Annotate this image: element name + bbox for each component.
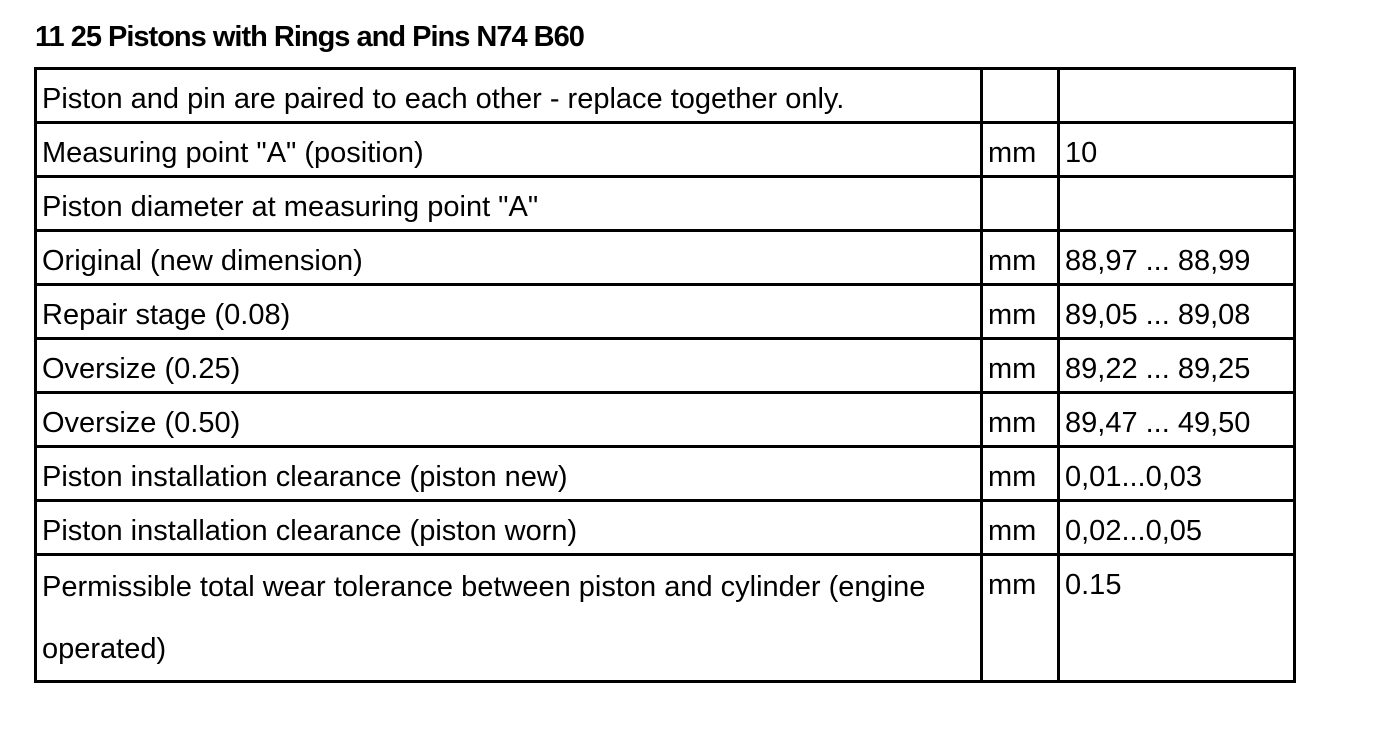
row-value: 89,22 ... 89,25 <box>1059 339 1295 393</box>
row-value: 89,05 ... 89,08 <box>1059 285 1295 339</box>
row-description: Repair stage (0.08) <box>36 285 982 339</box>
row-description: Piston installation clearance (piston worn) <box>36 501 982 555</box>
row-unit: mm <box>982 123 1059 177</box>
table-row <box>36 447 1295 501</box>
table-row <box>36 123 1295 177</box>
row-description: Oversize (0.50) <box>36 393 982 447</box>
row-description: Oversize (0.25) <box>36 339 982 393</box>
row-description: Piston and pin are paired to each other - replace together only. <box>36 69 982 123</box>
row-description: Piston diameter at measuring point "A" <box>36 177 982 231</box>
row-unit: mm <box>982 393 1059 447</box>
row-value: 0.15 <box>1059 555 1295 682</box>
row-unit: mm <box>982 447 1059 501</box>
row-value <box>1059 177 1295 231</box>
row-value: 88,97 ... 88,99 <box>1059 231 1295 285</box>
table-row <box>36 285 1295 339</box>
row-value: 89,47 ... 49,50 <box>1059 393 1295 447</box>
row-unit <box>982 177 1059 231</box>
row-unit: mm <box>982 501 1059 555</box>
page-title: 11 25 Pistons with Rings and Pins N74 B60 <box>35 21 584 53</box>
row-unit: mm <box>982 285 1059 339</box>
row-description: Piston installation clearance (piston new) <box>36 447 982 501</box>
row-value <box>1059 69 1295 123</box>
table-row <box>36 555 1295 682</box>
row-description: Original (new dimension) <box>36 231 982 285</box>
row-value: 0,01...0,03 <box>1059 447 1295 501</box>
row-unit: mm <box>982 555 1059 682</box>
row-unit: mm <box>982 231 1059 285</box>
row-value: 10 <box>1059 123 1295 177</box>
table-row <box>36 177 1295 231</box>
table-row <box>36 501 1295 555</box>
row-value: 0,02...0,05 <box>1059 501 1295 555</box>
spec-table <box>34 67 1296 683</box>
row-unit <box>982 69 1059 123</box>
row-unit: mm <box>982 339 1059 393</box>
row-description: Permissible total wear tolerance between piston and cylinder (engine operated) <box>36 555 982 682</box>
table-row <box>36 231 1295 285</box>
table-row <box>36 69 1295 123</box>
row-description: Measuring point "A" (position) <box>36 123 982 177</box>
table-row <box>36 339 1295 393</box>
table-row <box>36 393 1295 447</box>
